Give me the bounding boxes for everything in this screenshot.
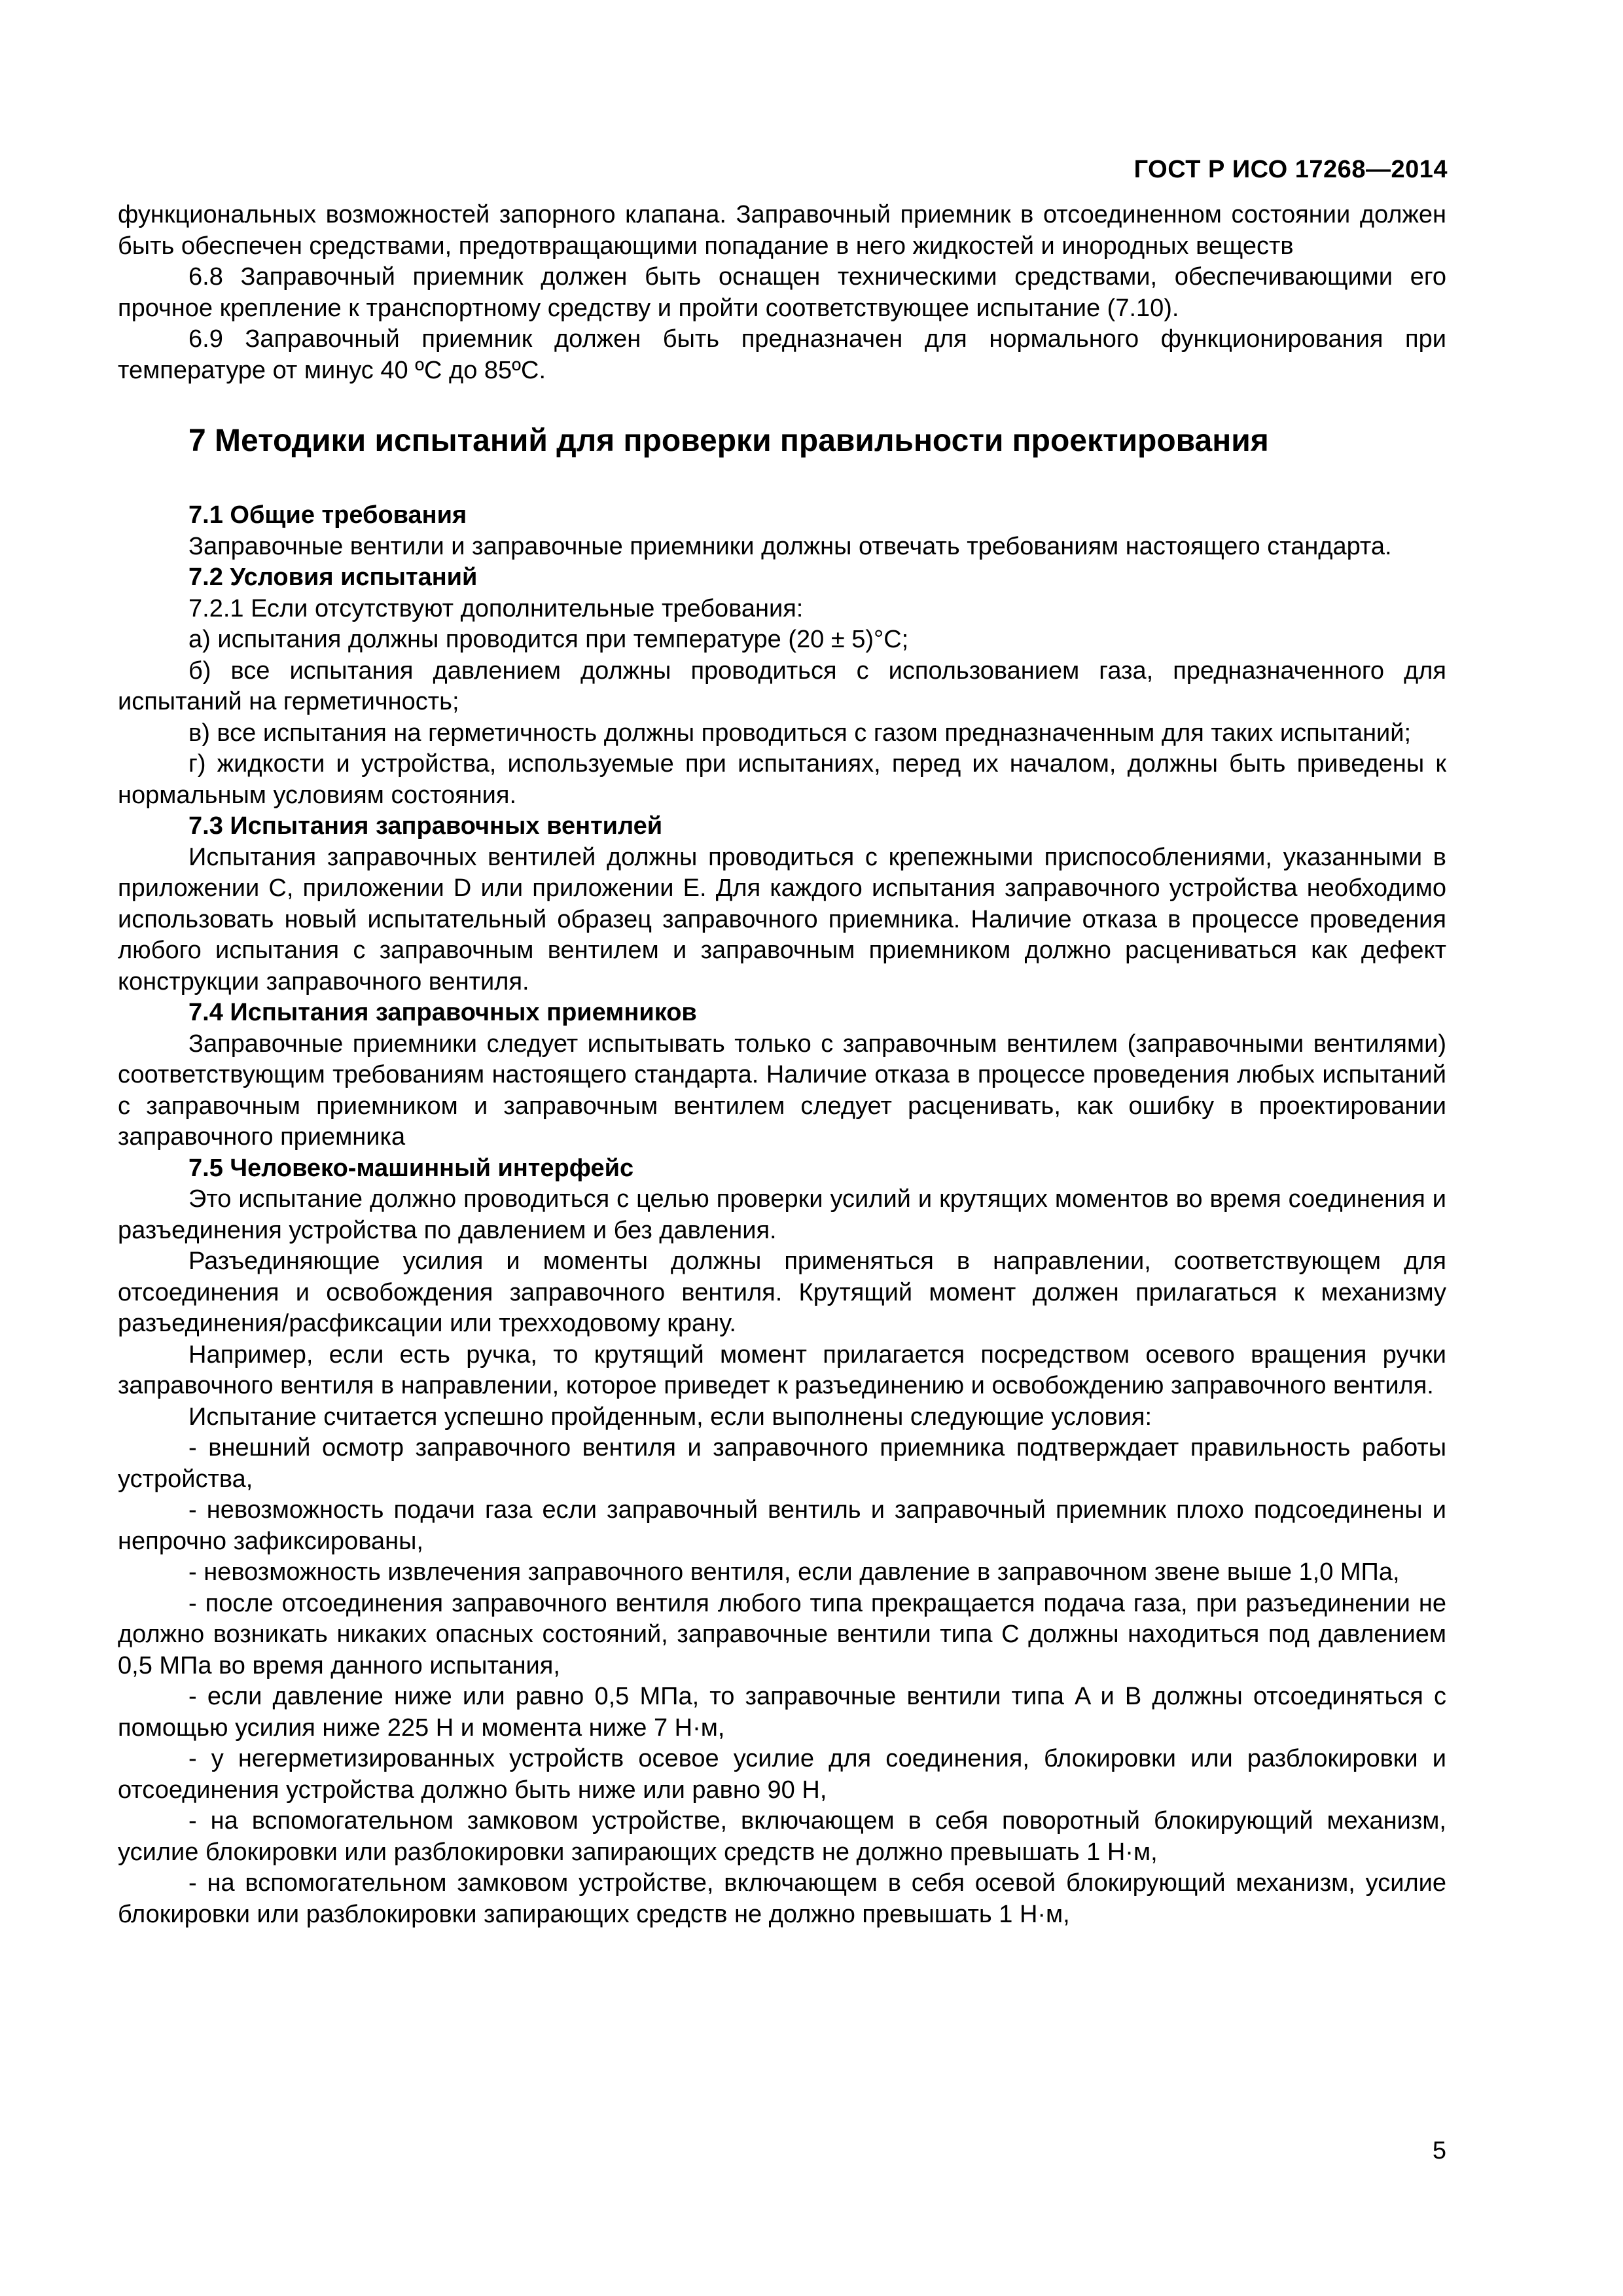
paragraph-6-8: 6.8 Заправочный приемник должен быть оснащен техническими средствами, обеспечивающими его прочное крепление к транспортному средству и пройти соответствующее испытание (7.10). bbox=[118, 263, 1446, 322]
condition-item: - на вспомогательном замковом устройстве, включающем в себя поворотный блокирующий механизм, усилие блокировки или разблокировки запирающих средств не должно превышать 1 Н·м, bbox=[118, 1807, 1446, 1866]
subsection-7-4-heading: 7.4 Испытания заправочных приемников bbox=[188, 999, 697, 1026]
paragraph-continuation: функциональных возможностей запорного клапана. Заправочный приемник в отсоединенном состоянии должен быть обеспечен средствами, предотвращающими попадание в него жидкостей и инородных веществ bbox=[118, 201, 1446, 260]
condition-item: - невозможность подачи газа если заправочный вентиль и заправочный приемник плохо подсоединены и непрочно зафиксированы, bbox=[118, 1496, 1446, 1555]
condition-item: - внешний осмотр заправочного вентиля и заправочного приемника подтверждает правильность работы устройства, bbox=[118, 1434, 1446, 1493]
condition-item: - если давление ниже или равно 0,5 МПа, то заправочные вентили типа A и B должны отсоединяться с помощью усилия ниже 225 Н и момента ниже 7 Н·м, bbox=[118, 1683, 1446, 1742]
subsection-7-5-heading: 7.5 Человеко-машинный интерфейс bbox=[188, 1154, 634, 1182]
subsection-7-3-heading: 7.3 Испытания заправочных вентилей bbox=[188, 812, 663, 840]
list-item-7-2-g: г) жидкости и устройства, используемые при испытаниях, перед их началом, должны быть приведены к нормальным условиям состояния. bbox=[118, 750, 1446, 809]
paragraph-7-4: Заправочные приемники следует испытывать только с заправочным вентилем (заправочными вентилями) соответствующим требованиям настоящего стандарта. Наличие отказа в процессе проведения любых испытаний с заправочным приемником и заправочным вентилем следует расценивать, как ошибку в проектировании заправочного приемника bbox=[118, 1030, 1446, 1151]
paragraph-7-2-1: 7.2.1 Если отсутствуют дополнительные требования: bbox=[188, 594, 804, 622]
list-item-7-2-b: б) все испытания давлением должны проводиться с использованием газа, предназначенного для испытаний на герметичность; bbox=[118, 656, 1446, 715]
document-standard-id: ГОСТ Р ИСО 17268—2014 bbox=[1133, 156, 1448, 183]
paragraph-7-3: Испытания заправочных вентилей должны проводиться с крепежными приспособлениями, указанными в приложении C, приложении D или приложении E. Для каждого испытания заправочного устройства необходимо использовать новый испытательный образец заправочного приемника. Наличие отказа в процессе проведения любого испытания с заправочным вентилем и заправочным приемником должно расцениваться как дефект конструкции заправочного вентиля. bbox=[118, 843, 1446, 996]
page-number: 5 bbox=[1432, 2137, 1446, 2164]
list-item-7-2-a: а) испытания должны проводится при температуре (20 ± 5)°С; bbox=[188, 626, 909, 653]
condition-item: - после отсоединения заправочного вентиля любого типа прекращается подача газа, при разъединении не должно возникать никаких опасных состояний, заправочные вентили типа C должны находиться под давлением 0,5 МПа во время данного испытания, bbox=[118, 1589, 1446, 1679]
section-7-heading: 7 Методики испытаний для проверки правильности проектирования bbox=[188, 423, 1269, 458]
paragraph-7-5-forces: Разъединяющие усилия и моменты должны применяться в направлении, соответствующем для отсоединения и освобождения заправочного вентиля. Крутящий момент должен прилагаться к механизму разъединения/расфиксации или трехходовому крану. bbox=[118, 1247, 1446, 1337]
document-body bbox=[118, 200, 1446, 1930]
condition-item: - невозможность извлечения заправочного вентиля, если давление в заправочном звене выше 1,0 МПа, bbox=[188, 1558, 1400, 1586]
paragraph-6-9: 6.9 Заправочный приемник должен быть предназначен для нормального функционирования при температуре от минус 40 ºС до 85ºС. bbox=[118, 325, 1446, 384]
paragraph-7-5-example: Например, если есть ручка, то крутящий момент прилагается посредством осевого вращения ручки заправочного вентиля в направлении, которое приведет к разъединению и освобождению заправочного вентиля. bbox=[118, 1340, 1446, 1399]
paragraph-7-1: Заправочные вентили и заправочные приемники должны отвечать требованиям настоящего стандарта. bbox=[188, 532, 1392, 560]
subsection-7-1-heading: 7.1 Общие требования bbox=[188, 501, 467, 529]
paragraph-7-5-conditions: Испытание считается успешно пройденным, если выполнены следующие условия: bbox=[188, 1403, 1152, 1431]
condition-item: - у негерметизированных устройств осевое усилие для соединения, блокировки или разблокировки и отсоединения устройства должно быть ниже или равно 90 Н, bbox=[118, 1745, 1446, 1804]
list-item-7-2-v: в) все испытания на герметичность должны проводиться с газом предназначенным для таких испытаний; bbox=[188, 719, 1412, 747]
paragraph-7-5-purpose: Это испытание должно проводиться с целью проверки усилий и крутящих моментов во время соединения и разъединения устройства по давлением и без давления. bbox=[118, 1185, 1446, 1244]
condition-item: - на вспомогательном замковом устройстве, включающем в себя осевой блокирующий механизм, усилие блокировки или разблокировки запирающих средств не должно превышать 1 Н·м, bbox=[118, 1869, 1446, 1928]
subsection-7-2-heading: 7.2 Условия испытаний bbox=[188, 564, 478, 591]
